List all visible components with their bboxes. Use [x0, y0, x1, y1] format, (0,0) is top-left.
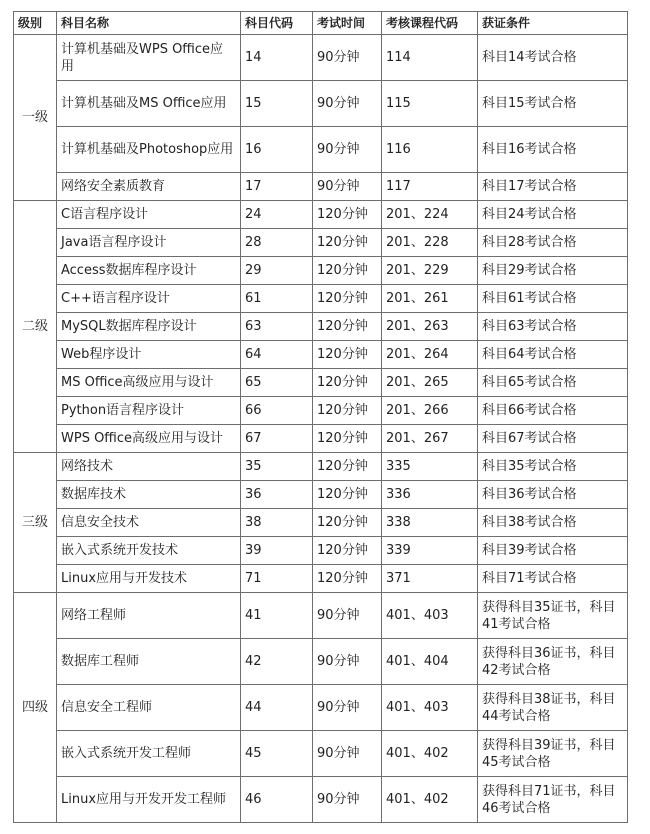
table-row	[14, 509, 628, 537]
certificate-condition-cell: 获得科目35证书，科目41考试合格	[478, 593, 628, 639]
table-row	[14, 127, 628, 173]
course-code-cell: 201、264	[382, 341, 478, 369]
subject-code-cell: 39	[241, 537, 313, 565]
table-row	[14, 257, 628, 285]
subject-code-cell: 36	[241, 481, 313, 509]
exam-time-cell: 120分钟	[313, 369, 382, 397]
subject-name-cell: 嵌入式系统开发工程师	[57, 731, 241, 777]
header-certificate-condition: 获证条件	[478, 12, 628, 35]
header-level: 级别	[14, 12, 57, 35]
subject-code-cell: 15	[241, 81, 313, 127]
exam-time-cell: 120分钟	[313, 425, 382, 453]
exam-time-cell: 90分钟	[313, 731, 382, 777]
certificate-condition-cell: 科目67考试合格	[478, 425, 628, 453]
subject-code-cell: 29	[241, 257, 313, 285]
exam-time-cell: 120分钟	[313, 201, 382, 229]
certificate-condition-cell: 获得科目36证书，科目42考试合格	[478, 639, 628, 685]
subject-name-cell: 计算机基础及Photoshop应用	[57, 127, 241, 173]
exam-time-cell: 90分钟	[313, 639, 382, 685]
exam-time-cell: 120分钟	[313, 509, 382, 537]
course-code-cell: 201、229	[382, 257, 478, 285]
exam-time-cell: 120分钟	[313, 341, 382, 369]
subject-code-cell: 44	[241, 685, 313, 731]
table-row	[14, 537, 628, 565]
table-row	[14, 777, 628, 823]
course-code-cell: 201、224	[382, 201, 478, 229]
exam-time-cell: 90分钟	[313, 81, 382, 127]
certificate-condition-cell: 科目71考试合格	[478, 565, 628, 593]
level-cell: 二级	[14, 201, 57, 453]
subject-name-cell: 信息安全技术	[57, 509, 241, 537]
table-row	[14, 229, 628, 257]
exam-time-cell: 120分钟	[313, 537, 382, 565]
level-cell: 四级	[14, 593, 57, 823]
table-row	[14, 685, 628, 731]
exam-time-cell: 90分钟	[313, 593, 382, 639]
table-row	[14, 173, 628, 201]
level-cell: 三级	[14, 453, 57, 593]
certificate-condition-cell: 科目39考试合格	[478, 537, 628, 565]
exam-time-cell: 120分钟	[313, 481, 382, 509]
exam-time-cell: 120分钟	[313, 313, 382, 341]
exam-time-cell: 90分钟	[313, 685, 382, 731]
header-course-code: 考核课程代码	[382, 12, 478, 35]
subject-name-cell: 网络技术	[57, 453, 241, 481]
certificate-condition-cell: 科目64考试合格	[478, 341, 628, 369]
header-subject-name: 科目名称	[57, 12, 241, 35]
course-code-cell: 401、402	[382, 777, 478, 823]
course-code-cell: 117	[382, 173, 478, 201]
header-subject-code: 科目代码	[241, 12, 313, 35]
subject-name-cell: MS Office高级应用与设计	[57, 369, 241, 397]
subject-code-cell: 17	[241, 173, 313, 201]
exam-time-cell: 90分钟	[313, 777, 382, 823]
course-code-cell: 339	[382, 537, 478, 565]
certificate-condition-cell: 科目63考试合格	[478, 313, 628, 341]
course-code-cell: 116	[382, 127, 478, 173]
table-row	[14, 731, 628, 777]
subject-name-cell: 网络安全素质教育	[57, 173, 241, 201]
subject-code-cell: 24	[241, 201, 313, 229]
course-code-cell: 201、263	[382, 313, 478, 341]
table-row	[14, 81, 628, 127]
certificate-condition-cell: 科目28考试合格	[478, 229, 628, 257]
subject-name-cell: 计算机基础及WPS Office应用	[57, 35, 241, 81]
table-row	[14, 425, 628, 453]
table-row	[14, 285, 628, 313]
subject-code-cell: 14	[241, 35, 313, 81]
certificate-condition-cell: 科目38考试合格	[478, 509, 628, 537]
subject-name-cell: 数据库技术	[57, 481, 241, 509]
header-exam-time: 考试时间	[313, 12, 382, 35]
table-row	[14, 35, 628, 81]
exam-time-cell: 120分钟	[313, 285, 382, 313]
subject-code-cell: 61	[241, 285, 313, 313]
certificate-condition-cell: 科目61考试合格	[478, 285, 628, 313]
course-code-cell: 114	[382, 35, 478, 81]
table-row	[14, 397, 628, 425]
certificate-condition-cell: 科目29考试合格	[478, 257, 628, 285]
subject-code-cell: 42	[241, 639, 313, 685]
subject-code-cell: 46	[241, 777, 313, 823]
certificate-condition-cell: 科目65考试合格	[478, 369, 628, 397]
course-code-cell: 371	[382, 565, 478, 593]
course-code-cell: 401、403	[382, 593, 478, 639]
certificate-condition-cell: 科目24考试合格	[478, 201, 628, 229]
exam-time-cell: 90分钟	[313, 173, 382, 201]
course-code-cell: 201、267	[382, 425, 478, 453]
header-row	[14, 12, 628, 35]
subject-name-cell: Linux应用与开发开发工程师	[57, 777, 241, 823]
subject-name-cell: MySQL数据库程序设计	[57, 313, 241, 341]
table-row	[14, 565, 628, 593]
subject-code-cell: 38	[241, 509, 313, 537]
subject-code-cell: 16	[241, 127, 313, 173]
course-code-cell: 115	[382, 81, 478, 127]
table-row	[14, 313, 628, 341]
subject-code-cell: 71	[241, 565, 313, 593]
certificate-condition-cell: 科目15考试合格	[478, 81, 628, 127]
subject-name-cell: Web程序设计	[57, 341, 241, 369]
subject-name-cell: C语言程序设计	[57, 201, 241, 229]
subject-code-cell: 64	[241, 341, 313, 369]
table-row	[14, 481, 628, 509]
table-row	[14, 593, 628, 639]
certificate-condition-cell: 科目17考试合格	[478, 173, 628, 201]
subject-code-cell: 65	[241, 369, 313, 397]
course-code-cell: 201、228	[382, 229, 478, 257]
exam-time-cell: 120分钟	[313, 229, 382, 257]
level-cell: 一级	[14, 35, 57, 201]
subject-code-cell: 45	[241, 731, 313, 777]
table-row	[14, 639, 628, 685]
table-row	[14, 369, 628, 397]
subject-name-cell: Access数据库程序设计	[57, 257, 241, 285]
exam-time-cell: 120分钟	[313, 565, 382, 593]
table-row	[14, 201, 628, 229]
course-code-cell: 338	[382, 509, 478, 537]
subject-name-cell: Linux应用与开发技术	[57, 565, 241, 593]
certificate-condition-cell: 获得科目71证书，科目46考试合格	[478, 777, 628, 823]
course-code-cell: 336	[382, 481, 478, 509]
subject-code-cell: 35	[241, 453, 313, 481]
table-row	[14, 341, 628, 369]
course-code-cell: 401、403	[382, 685, 478, 731]
subject-name-cell: WPS Office高级应用与设计	[57, 425, 241, 453]
subject-name-cell: 网络工程师	[57, 593, 241, 639]
certificate-condition-cell: 科目16考试合格	[478, 127, 628, 173]
exam-subjects-table	[13, 11, 628, 823]
subject-code-cell: 66	[241, 397, 313, 425]
exam-time-cell: 120分钟	[313, 397, 382, 425]
certificate-condition-cell: 获得科目39证书，科目45考试合格	[478, 731, 628, 777]
subject-name-cell: Python语言程序设计	[57, 397, 241, 425]
course-code-cell: 335	[382, 453, 478, 481]
certificate-condition-cell: 科目14考试合格	[478, 35, 628, 81]
course-code-cell: 401、404	[382, 639, 478, 685]
subject-code-cell: 67	[241, 425, 313, 453]
certificate-condition-cell: 科目66考试合格	[478, 397, 628, 425]
subject-name-cell: Java语言程序设计	[57, 229, 241, 257]
subject-name-cell: 信息安全工程师	[57, 685, 241, 731]
course-code-cell: 201、261	[382, 285, 478, 313]
subject-name-cell: 数据库工程师	[57, 639, 241, 685]
subject-name-cell: 嵌入式系统开发技术	[57, 537, 241, 565]
certificate-condition-cell: 科目36考试合格	[478, 481, 628, 509]
exam-time-cell: 90分钟	[313, 35, 382, 81]
course-code-cell: 401、402	[382, 731, 478, 777]
subject-name-cell: C++语言程序设计	[57, 285, 241, 313]
subject-code-cell: 28	[241, 229, 313, 257]
subject-code-cell: 63	[241, 313, 313, 341]
exam-time-cell: 120分钟	[313, 257, 382, 285]
exam-time-cell: 120分钟	[313, 453, 382, 481]
exam-time-cell: 90分钟	[313, 127, 382, 173]
subject-name-cell: 计算机基础及MS Office应用	[57, 81, 241, 127]
table-row	[14, 453, 628, 481]
certificate-condition-cell: 获得科目38证书，科目44考试合格	[478, 685, 628, 731]
subject-code-cell: 41	[241, 593, 313, 639]
course-code-cell: 201、266	[382, 397, 478, 425]
course-code-cell: 201、265	[382, 369, 478, 397]
certificate-condition-cell: 科目35考试合格	[478, 453, 628, 481]
